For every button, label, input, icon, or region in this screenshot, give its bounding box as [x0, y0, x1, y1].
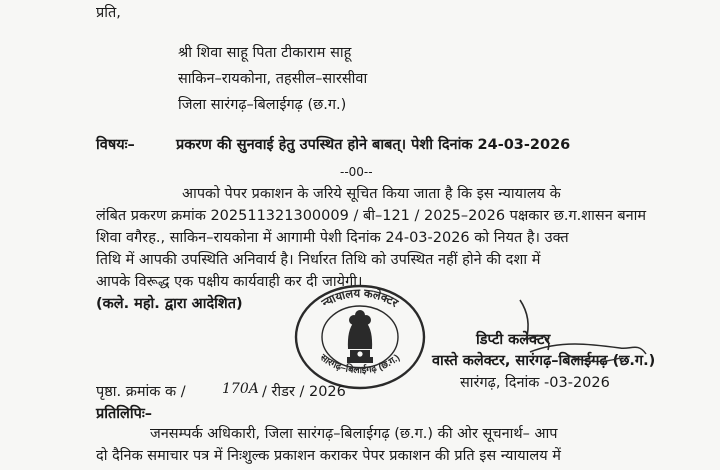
endorsement-number-prefix: पृष्ठा. क्रमांक क / [96, 384, 186, 400]
recipient-residence: साकिन–रायकोना, तहसील–सारसीवा [178, 71, 368, 87]
recipient-name: श्री शिवा साहू पिता टीकाराम साहू [178, 45, 352, 61]
recipient-prefix: प्रति, [96, 5, 121, 21]
subject-text: प्रकरण की सुनवाई हेतु उपस्थित होने बाबत्। पेशी दिनांक 24-03-2026 [176, 137, 571, 153]
national-emblem-icon [347, 310, 373, 363]
court-seal [292, 282, 428, 392]
endorsement-number-suffix: / रीडर / 2026 [262, 384, 346, 400]
signatory-designation: डिप्टी कलेक्टर [476, 332, 551, 348]
body-line-3: शिवा वगैरह., साकिन–रायकोना में आगामी पेशी दिनांक 24-03-2026 को नियत है। उक्त [96, 230, 569, 246]
seal-top-text: न्यायालय कलेक्टर [320, 287, 400, 310]
signatory-for-line: वास्ते कलेक्टर, सारंगढ़–बिलाईगढ़ (छ.ग.) [432, 353, 656, 369]
recipient-district: जिला सारंगढ़–बिलाईगढ़ (छ.ग.) [178, 97, 347, 113]
body-line-4: तिथि में आपकी उपस्थिति अनिवार्य है। निर्धारत तिथि को उपस्थित नहीं होने की दशा में [96, 252, 541, 268]
subject-label: विषयः– [96, 137, 135, 153]
order-note: (कले. महो. द्वारा आदेशित) [96, 296, 243, 312]
copy-label: प्रतिलिपिः– [96, 406, 153, 422]
copy-line-2: दो दैनिक समाचार पत्र में निःशुल्क प्रकाशन कराकर पेपर प्रकाशन की प्रति इस न्यायालय में [96, 448, 561, 464]
handwritten-signature [470, 292, 670, 372]
body-line-1: आपको पेपर प्रकाशन के जरिये सूचित किया जाता है कि इस न्यायालय के [182, 186, 561, 202]
endorsement-number-handwritten: 170A [222, 381, 259, 397]
body-line-2: लंबित प्रकरण क्रमांक 202511321300009 / बी–121 / 2025–2026 पक्षकार छ.ग.शासन बनाम [96, 208, 647, 224]
body-line-5: आपके विरूद्ध एक पक्षीय कार्यवाही कर दी जायेगी। [96, 274, 363, 290]
copy-line-1: जनसम्पर्क अधिकारी, जिला सारंगढ़–बिलाईगढ़ (छ.ग.) की ओर सूचनार्थ– आप [150, 426, 558, 442]
seal-bottom-text: सारंगढ़–बिलाईगढ़ (छ.ग.) [317, 352, 403, 377]
place-date: सारंगढ़, दिनांक -03-2026 [460, 375, 610, 391]
separator: --00-- [340, 165, 373, 179]
